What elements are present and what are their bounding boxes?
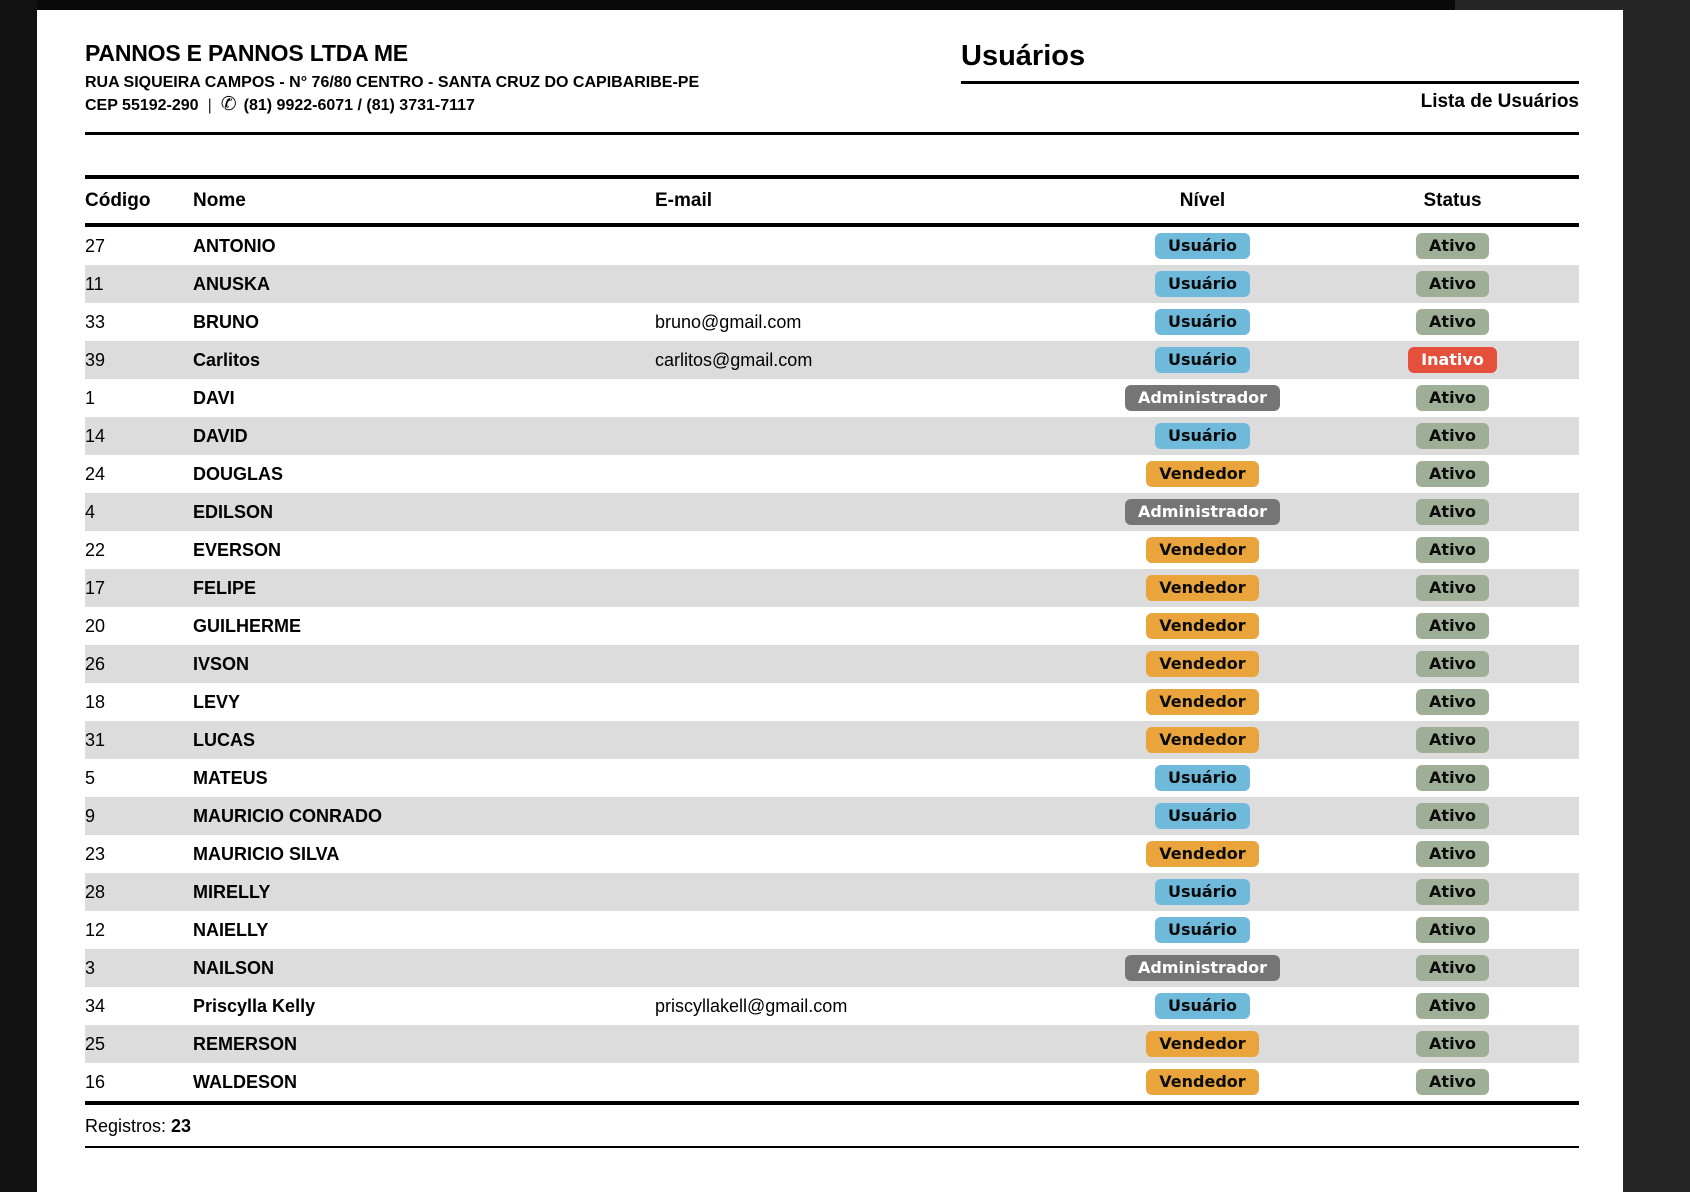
table-row	[85, 417, 1579, 455]
cell-nivel	[1045, 385, 1360, 411]
table-row	[85, 607, 1579, 645]
nivel-badge: Usuário	[1155, 765, 1250, 791]
title-block	[961, 40, 1579, 113]
cell-codigo: 31	[85, 729, 106, 750]
nivel-badge: Usuário	[1155, 271, 1250, 297]
cell-status	[1360, 651, 1545, 677]
company-block	[85, 40, 699, 117]
company-cep: CEP 55192-290	[85, 97, 199, 114]
table-row	[85, 873, 1579, 911]
status-badge: Ativo	[1416, 233, 1489, 259]
cell-nome: MIRELLY	[193, 881, 271, 902]
cell-codigo: 16	[85, 1071, 106, 1092]
report-header	[85, 40, 1579, 117]
status-badge: Ativo	[1416, 803, 1489, 829]
cell-status	[1360, 309, 1545, 335]
separator: |	[207, 97, 212, 114]
status-badge: Ativo	[1416, 575, 1489, 601]
cell-codigo: 24	[85, 463, 106, 484]
report-page	[37, 10, 1623, 1192]
nivel-badge: Vendedor	[1146, 841, 1258, 867]
cell-nivel	[1045, 423, 1360, 449]
table-row	[85, 569, 1579, 607]
cell-nivel	[1045, 879, 1360, 905]
cell-nivel	[1045, 955, 1360, 981]
table-row	[85, 645, 1579, 683]
cell-nivel	[1045, 575, 1360, 601]
phone-icon: ✆	[220, 94, 237, 115]
cell-status	[1360, 765, 1545, 791]
cell-nivel	[1045, 271, 1360, 297]
table-body	[85, 227, 1579, 1101]
cell-status	[1360, 803, 1545, 829]
table-row	[85, 341, 1579, 379]
table-row	[85, 835, 1579, 873]
cell-status	[1360, 1069, 1545, 1095]
cell-status	[1360, 271, 1545, 297]
cell-codigo: 39	[85, 349, 106, 370]
nivel-badge: Administrador	[1125, 499, 1280, 525]
cell-status	[1360, 955, 1545, 981]
cell-status	[1360, 537, 1545, 563]
table-row	[85, 759, 1579, 797]
table-row	[85, 987, 1579, 1025]
table-row	[85, 1025, 1579, 1063]
cell-nivel	[1045, 651, 1360, 677]
table-row	[85, 721, 1579, 759]
page-title: Usuários	[961, 40, 1579, 84]
cell-codigo: 9	[85, 805, 96, 826]
cell-nome: DAVID	[193, 425, 248, 446]
cell-nome: NAILSON	[193, 957, 274, 978]
cell-nome: DOUGLAS	[193, 463, 283, 484]
cell-nivel	[1045, 461, 1360, 487]
cell-nivel	[1045, 347, 1360, 373]
cell-status	[1360, 575, 1545, 601]
cell-status	[1360, 613, 1545, 639]
cell-nome: LEVY	[193, 691, 241, 712]
cell-codigo: 22	[85, 539, 106, 560]
cell-nome: LUCAS	[193, 729, 255, 750]
cell-codigo: 23	[85, 843, 106, 864]
nivel-badge: Usuário	[1155, 423, 1250, 449]
status-badge: Ativo	[1416, 537, 1489, 563]
cell-nome: GUILHERME	[193, 615, 301, 636]
cell-codigo: 5	[85, 767, 96, 788]
table-row	[85, 227, 1579, 265]
cell-nivel	[1045, 613, 1360, 639]
nivel-badge: Vendedor	[1146, 727, 1258, 753]
nivel-badge: Administrador	[1125, 955, 1280, 981]
cell-codigo: 27	[85, 235, 106, 256]
cell-email: priscyllakell@gmail.com	[655, 995, 848, 1016]
cell-nome: ANUSKA	[193, 273, 271, 294]
status-badge: Ativo	[1416, 841, 1489, 867]
records-count: 23	[171, 1116, 192, 1136]
status-badge: Ativo	[1416, 727, 1489, 753]
cell-codigo: 11	[85, 273, 104, 294]
cell-nivel	[1045, 765, 1360, 791]
column-header-email: E-mail	[655, 190, 713, 211]
table-row	[85, 797, 1579, 835]
nivel-badge: Vendedor	[1146, 575, 1258, 601]
cell-status	[1360, 993, 1545, 1019]
nivel-badge: Vendedor	[1146, 537, 1258, 563]
cell-codigo: 33	[85, 311, 106, 332]
cell-nivel	[1045, 499, 1360, 525]
records-label: Registros:	[85, 1116, 167, 1136]
status-badge: Ativo	[1416, 461, 1489, 487]
cell-codigo: 3	[85, 957, 96, 978]
cell-status	[1360, 499, 1545, 525]
status-badge: Ativo	[1416, 1069, 1489, 1095]
cell-status	[1360, 917, 1545, 943]
cell-nivel	[1045, 1069, 1360, 1095]
cell-nome: ANTONIO	[193, 235, 276, 256]
cell-codigo: 18	[85, 691, 106, 712]
nivel-badge: Usuário	[1155, 233, 1250, 259]
cell-status	[1360, 841, 1545, 867]
cell-nivel	[1045, 841, 1360, 867]
nivel-badge: Vendedor	[1146, 461, 1258, 487]
cell-nome: NAIELLY	[193, 919, 269, 940]
table-row	[85, 493, 1579, 531]
status-badge: Ativo	[1416, 689, 1489, 715]
column-header-nivel: Nível	[1179, 190, 1226, 211]
cell-status	[1360, 423, 1545, 449]
cell-nivel	[1045, 803, 1360, 829]
cell-codigo: 26	[85, 653, 106, 674]
table-row	[85, 911, 1579, 949]
nivel-badge: Vendedor	[1146, 1069, 1258, 1095]
cell-status	[1360, 385, 1545, 411]
cell-nome: FELIPE	[193, 577, 257, 598]
users-table	[85, 175, 1579, 1148]
table-row	[85, 683, 1579, 721]
cell-codigo: 14	[85, 425, 106, 446]
status-badge: Ativo	[1416, 651, 1489, 677]
table-row	[85, 303, 1579, 341]
window-chrome-top	[0, 0, 1455, 10]
cell-codigo: 28	[85, 881, 106, 902]
cell-email: bruno@gmail.com	[655, 311, 802, 332]
nivel-badge: Vendedor	[1146, 651, 1258, 677]
status-badge: Ativo	[1416, 765, 1489, 791]
column-header-codigo: Código	[85, 190, 151, 211]
cell-codigo: 1	[85, 387, 96, 408]
cell-nome: MATEUS	[193, 767, 268, 788]
cell-email: carlitos@gmail.com	[655, 349, 813, 370]
footer-divider	[85, 1146, 1579, 1148]
nivel-badge: Usuário	[1155, 347, 1250, 373]
cell-nivel	[1045, 537, 1360, 563]
window-chrome-left	[0, 0, 37, 1192]
table-row	[85, 455, 1579, 493]
table-row	[85, 949, 1579, 987]
cell-nivel	[1045, 727, 1360, 753]
status-badge: Ativo	[1416, 993, 1489, 1019]
status-badge: Ativo	[1416, 423, 1489, 449]
cell-status	[1360, 461, 1545, 487]
status-badge: Ativo	[1416, 879, 1489, 905]
cell-nivel	[1045, 993, 1360, 1019]
cell-codigo: 34	[85, 995, 106, 1016]
table-row	[85, 1063, 1579, 1101]
company-phones: (81) 9922-6071 / (81) 3731-7117	[243, 97, 475, 114]
cell-codigo: 17	[85, 577, 106, 598]
status-badge: Ativo	[1416, 1031, 1489, 1057]
status-badge: Ativo	[1416, 955, 1489, 981]
status-badge: Ativo	[1416, 271, 1489, 297]
cell-nome: BRUNO	[193, 311, 259, 332]
cell-nome: Carlitos	[193, 349, 261, 370]
cell-nome: WALDESON	[193, 1071, 298, 1092]
nivel-badge: Vendedor	[1146, 689, 1258, 715]
table-row	[85, 265, 1579, 303]
cell-codigo: 25	[85, 1033, 106, 1054]
cell-nome: EDILSON	[193, 501, 274, 522]
nivel-badge: Usuário	[1155, 309, 1250, 335]
cell-status	[1360, 689, 1545, 715]
nivel-badge: Usuário	[1155, 993, 1250, 1019]
nivel-badge: Vendedor	[1146, 1031, 1258, 1057]
table-row	[85, 531, 1579, 569]
status-badge: Inativo	[1408, 347, 1497, 373]
cell-nivel	[1045, 1031, 1360, 1057]
status-badge: Ativo	[1416, 309, 1489, 335]
cell-nivel	[1045, 689, 1360, 715]
cell-nome: Priscylla Kelly	[193, 995, 316, 1016]
status-badge: Ativo	[1416, 917, 1489, 943]
cell-nome: IVSON	[193, 653, 250, 674]
table-row	[85, 379, 1579, 417]
cell-nome: MAURICIO SILVA	[193, 843, 340, 864]
cell-nome: REMERSON	[193, 1033, 298, 1054]
nivel-badge: Vendedor	[1146, 613, 1258, 639]
cell-nivel	[1045, 233, 1360, 259]
status-badge: Ativo	[1416, 385, 1489, 411]
company-contact-line	[85, 94, 699, 117]
company-name: PANNOS E PANNOS LTDA ME	[85, 40, 408, 66]
cell-status	[1360, 347, 1545, 373]
cell-status	[1360, 727, 1545, 753]
header-divider	[85, 132, 1579, 135]
status-badge: Ativo	[1416, 613, 1489, 639]
cell-nome: EVERSON	[193, 539, 282, 560]
cell-nome: MAURICIO CONRADO	[193, 805, 382, 826]
page-subtitle: Lista de Usuários	[1420, 91, 1579, 112]
status-badge: Ativo	[1416, 499, 1489, 525]
cell-status	[1360, 233, 1545, 259]
cell-nivel	[1045, 309, 1360, 335]
nivel-badge: Usuário	[1155, 917, 1250, 943]
cell-codigo: 4	[85, 501, 96, 522]
cell-codigo: 20	[85, 615, 106, 636]
cell-nivel	[1045, 917, 1360, 943]
cell-codigo: 12	[85, 919, 106, 940]
records-count-line	[85, 1105, 1579, 1146]
nivel-badge: Usuário	[1155, 879, 1250, 905]
cell-status	[1360, 879, 1545, 905]
cell-status	[1360, 1031, 1545, 1057]
table-header-row	[85, 179, 1579, 223]
company-address: RUA SIQUEIRA CAMPOS - N° 76/80 CENTRO - SANTA CRUZ DO CAPIBARIBE-PE	[85, 74, 700, 91]
column-header-nome: Nome	[193, 190, 246, 211]
nivel-badge: Administrador	[1125, 385, 1280, 411]
cell-nome: DAVI	[193, 387, 235, 408]
nivel-badge: Usuário	[1155, 803, 1250, 829]
column-header-status: Status	[1423, 190, 1482, 211]
